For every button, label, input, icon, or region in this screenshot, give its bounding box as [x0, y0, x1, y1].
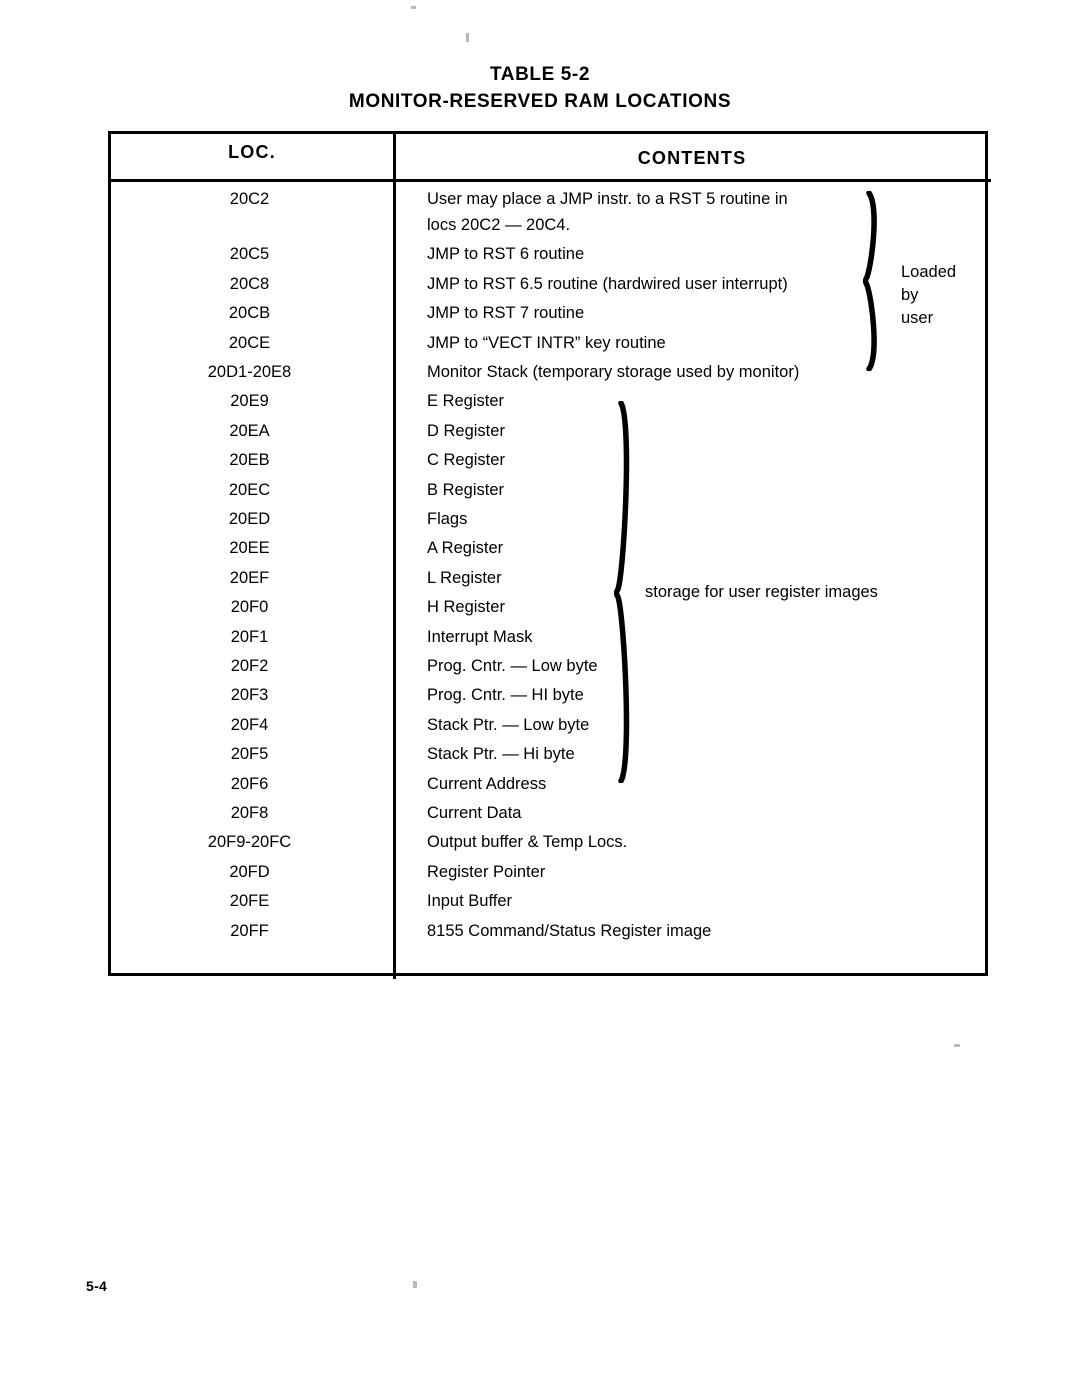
- cell-loc: 20F8: [230, 804, 269, 822]
- cell-loc: 20F6: [230, 774, 269, 793]
- brace-label-line: by: [901, 286, 919, 304]
- cell-loc: 20EE: [229, 539, 270, 558]
- table-row: [111, 188, 991, 234]
- cell-loc: 20F1: [230, 627, 269, 646]
- table-row: [111, 655, 991, 684]
- column-header-loc: LOC.: [228, 142, 276, 162]
- cell-loc: 20EB: [229, 451, 270, 470]
- table-body: [111, 182, 991, 977]
- cell-contents: Stack Ptr. — Hi byte: [427, 745, 575, 764]
- cell-contents: Monitor Stack (temporary storage used by monitor): [427, 363, 800, 381]
- brace-storage-for-user-register-images: [613, 401, 643, 783]
- cell-contents: A Register: [427, 539, 504, 558]
- table-number: TABLE 5-2: [489, 64, 591, 85]
- cell-contents: Current Data: [427, 804, 522, 822]
- table-row: [111, 332, 991, 361]
- cell-contents: B Register: [427, 480, 505, 499]
- table-row: [111, 508, 991, 537]
- cell-loc: 20ED: [228, 510, 271, 528]
- cell-loc: 20D1-20E8: [207, 363, 292, 381]
- monitor-reserved-ram-table: [108, 131, 988, 976]
- cell-contents: Prog. Cntr. — HI byte: [427, 686, 584, 705]
- cell-contents: JMP to RST 6.5 routine (hardwired user interrupt): [427, 274, 788, 293]
- table-row: [111, 390, 991, 419]
- table-row: [111, 861, 991, 890]
- cell-contents: JMP to RST 6 routine: [427, 245, 585, 264]
- cell-loc: 20C2: [229, 190, 270, 208]
- cell-contents: Interrupt Mask: [427, 627, 533, 646]
- brace-label-line: Loaded: [901, 263, 957, 281]
- table-title-block: [0, 62, 1080, 116]
- table-row: [111, 773, 991, 802]
- page-title: MONITOR-RESERVED RAM LOCATIONS: [348, 91, 732, 112]
- cell-contents: User may place a JMP instr. to a RST 5 routine in: [427, 190, 788, 208]
- brace-label-loaded-by-user: [901, 261, 956, 330]
- cell-contents: JMP to RST 7 routine: [427, 304, 585, 323]
- cell-contents: Prog. Cntr. — Low byte: [427, 657, 598, 675]
- cell-loc: 20CB: [228, 304, 271, 323]
- cell-loc: 20F3: [230, 686, 269, 705]
- table-row: [111, 243, 991, 272]
- cell-contents: Current Address: [427, 774, 547, 793]
- cell-loc: 20EC: [228, 480, 271, 499]
- table-row: [111, 684, 991, 713]
- cell-contents: Stack Ptr. — Low byte: [427, 715, 590, 734]
- table-row: [111, 449, 991, 478]
- brace-loaded-by-user: [863, 191, 893, 371]
- cell-contents: JMP to “VECT INTR” key routine: [427, 333, 666, 352]
- cell-loc: 20C8: [229, 274, 270, 293]
- cell-contents: Register Pointer: [427, 862, 546, 881]
- cell-contents: E Register: [427, 392, 505, 411]
- table-row: [111, 802, 991, 831]
- table-row: [111, 831, 991, 860]
- cell-contents: Output buffer & Temp Locs.: [427, 833, 628, 852]
- table-row: [111, 273, 991, 302]
- table-row: [111, 302, 991, 331]
- table-row: [111, 743, 991, 772]
- brace-label-line: user: [901, 309, 934, 327]
- cell-contents: 8155 Command/Status Register image: [427, 921, 712, 940]
- cell-loc: 20FF: [230, 921, 269, 940]
- cell-contents: Input Buffer: [427, 892, 513, 911]
- table-row: [111, 479, 991, 508]
- table-row: [111, 920, 991, 949]
- cell-contents: C Register: [427, 451, 505, 470]
- table-row: [111, 361, 991, 390]
- cell-loc: 20F2: [230, 657, 269, 675]
- table-row: [111, 626, 991, 655]
- table-row: [111, 890, 991, 919]
- cell-contents-continuation: locs 20C2 — 20C4.: [427, 216, 571, 234]
- cell-contents: L Register: [427, 568, 502, 587]
- cell-loc: 20FD: [229, 862, 270, 881]
- table-row: [111, 537, 991, 566]
- cell-loc: 20E9: [230, 392, 269, 411]
- cell-loc: 20EF: [229, 568, 270, 587]
- cell-contents: D Register: [427, 421, 505, 440]
- scan-artifact: [413, 1281, 417, 1288]
- cell-contents: Flags: [427, 510, 468, 528]
- cell-loc: 20F9-20FC: [207, 833, 292, 852]
- scan-artifact: [954, 1044, 960, 1047]
- scan-artifact: [466, 33, 469, 42]
- cell-loc: 20FE: [229, 892, 270, 911]
- cell-loc: 20F5: [230, 745, 269, 764]
- brace-label-storage-for-user-register-images: storage for user register images: [645, 583, 878, 601]
- column-header-contents: CONTENTS: [637, 148, 747, 168]
- page-number: 5-4: [86, 1278, 108, 1294]
- cell-loc: 20EA: [229, 421, 270, 440]
- cell-loc: 20C5: [229, 245, 270, 264]
- cell-loc: 20F0: [230, 598, 269, 617]
- table-row: [111, 420, 991, 449]
- cell-loc: 20CE: [228, 333, 271, 352]
- cell-loc: 20F4: [230, 715, 269, 734]
- cell-contents: H Register: [427, 598, 505, 617]
- scan-artifact: [411, 6, 416, 9]
- table-row: [111, 714, 991, 743]
